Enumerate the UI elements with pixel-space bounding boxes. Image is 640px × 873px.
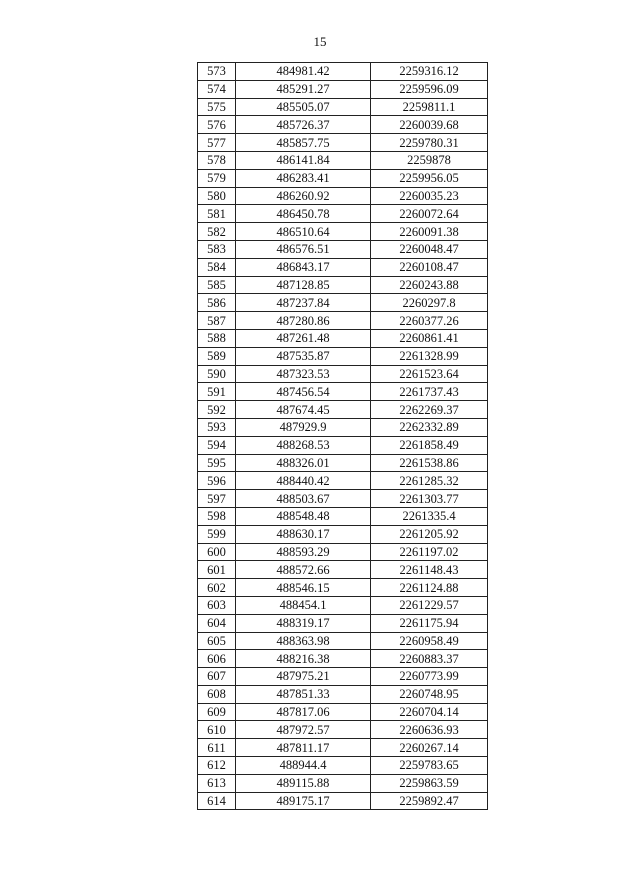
point-number-cell: 595 <box>198 454 236 472</box>
point-number-cell: 592 <box>198 401 236 419</box>
point-number-cell: 597 <box>198 490 236 508</box>
x-coordinate-cell: 487975.21 <box>236 668 371 686</box>
table-row <box>198 240 488 258</box>
point-number-cell: 610 <box>198 721 236 739</box>
coordinates-table-body <box>198 63 488 810</box>
y-coordinate-cell: 2260035.23 <box>371 187 488 205</box>
table-row <box>198 187 488 205</box>
x-coordinate-cell: 487456.54 <box>236 383 371 401</box>
y-coordinate-cell: 2260267.14 <box>371 739 488 757</box>
x-coordinate-cell: 487237.84 <box>236 294 371 312</box>
table-row <box>198 472 488 490</box>
x-coordinate-cell: 489175.17 <box>236 792 371 810</box>
table-row <box>198 739 488 757</box>
y-coordinate-cell: 2261148.43 <box>371 561 488 579</box>
y-coordinate-cell: 2261523.64 <box>371 365 488 383</box>
x-coordinate-cell: 488944.4 <box>236 757 371 775</box>
table-row <box>198 454 488 472</box>
x-coordinate-cell: 488326.01 <box>236 454 371 472</box>
x-coordinate-cell: 486141.84 <box>236 151 371 169</box>
point-number-cell: 573 <box>198 63 236 81</box>
table-row <box>198 703 488 721</box>
table-row <box>198 596 488 614</box>
y-coordinate-cell: 2259811.1 <box>371 98 488 116</box>
point-number-cell: 586 <box>198 294 236 312</box>
y-coordinate-cell: 2261197.02 <box>371 543 488 561</box>
point-number-cell: 609 <box>198 703 236 721</box>
y-coordinate-cell: 2260072.64 <box>371 205 488 223</box>
point-number-cell: 581 <box>198 205 236 223</box>
x-coordinate-cell: 487851.33 <box>236 685 371 703</box>
point-number-cell: 575 <box>198 98 236 116</box>
x-coordinate-cell: 488593.29 <box>236 543 371 561</box>
table-row <box>198 134 488 152</box>
x-coordinate-cell: 488503.67 <box>236 490 371 508</box>
x-coordinate-cell: 486510.64 <box>236 223 371 241</box>
x-coordinate-cell: 486260.92 <box>236 187 371 205</box>
point-number-cell: 593 <box>198 418 236 436</box>
x-coordinate-cell: 488216.38 <box>236 650 371 668</box>
x-coordinate-cell: 487535.87 <box>236 347 371 365</box>
point-number-cell: 584 <box>198 258 236 276</box>
x-coordinate-cell: 488268.53 <box>236 436 371 454</box>
point-number-cell: 600 <box>198 543 236 561</box>
y-coordinate-cell: 2261303.77 <box>371 490 488 508</box>
point-number-cell: 588 <box>198 329 236 347</box>
x-coordinate-cell: 485505.07 <box>236 98 371 116</box>
x-coordinate-cell: 486283.41 <box>236 169 371 187</box>
point-number-cell: 589 <box>198 347 236 365</box>
table-row <box>198 151 488 169</box>
point-number-cell: 602 <box>198 579 236 597</box>
x-coordinate-cell: 488572.66 <box>236 561 371 579</box>
point-number-cell: 591 <box>198 383 236 401</box>
y-coordinate-cell: 2261335.4 <box>371 507 488 525</box>
y-coordinate-cell: 2259863.59 <box>371 774 488 792</box>
point-number-cell: 580 <box>198 187 236 205</box>
y-coordinate-cell: 2260039.68 <box>371 116 488 134</box>
table-row <box>198 365 488 383</box>
table-row <box>198 294 488 312</box>
point-number-cell: 603 <box>198 596 236 614</box>
x-coordinate-cell: 488363.98 <box>236 632 371 650</box>
point-number-cell: 601 <box>198 561 236 579</box>
x-coordinate-cell: 487280.86 <box>236 312 371 330</box>
point-number-cell: 605 <box>198 632 236 650</box>
point-number-cell: 577 <box>198 134 236 152</box>
x-coordinate-cell: 485857.75 <box>236 134 371 152</box>
point-number-cell: 594 <box>198 436 236 454</box>
y-coordinate-cell: 2261285.32 <box>371 472 488 490</box>
x-coordinate-cell: 486843.17 <box>236 258 371 276</box>
y-coordinate-cell: 2261737.43 <box>371 383 488 401</box>
table-row <box>198 347 488 365</box>
table-row <box>198 401 488 419</box>
y-coordinate-cell: 2259596.09 <box>371 80 488 98</box>
point-number-cell: 583 <box>198 240 236 258</box>
y-coordinate-cell: 2261858.49 <box>371 436 488 454</box>
point-number-cell: 578 <box>198 151 236 169</box>
x-coordinate-cell: 486576.51 <box>236 240 371 258</box>
y-coordinate-cell: 2260636.93 <box>371 721 488 739</box>
y-coordinate-cell: 2261205.92 <box>371 525 488 543</box>
x-coordinate-cell: 487811.17 <box>236 739 371 757</box>
y-coordinate-cell: 2261229.57 <box>371 596 488 614</box>
point-number-cell: 611 <box>198 739 236 757</box>
table-row <box>198 579 488 597</box>
point-number-cell: 587 <box>198 312 236 330</box>
y-coordinate-cell: 2260748.95 <box>371 685 488 703</box>
table-row <box>198 436 488 454</box>
table-row <box>198 561 488 579</box>
point-number-cell: 612 <box>198 757 236 775</box>
x-coordinate-cell: 489115.88 <box>236 774 371 792</box>
table-row <box>198 205 488 223</box>
x-coordinate-cell: 487817.06 <box>236 703 371 721</box>
point-number-cell: 598 <box>198 507 236 525</box>
table-row <box>198 757 488 775</box>
x-coordinate-cell: 487261.48 <box>236 329 371 347</box>
table-row <box>198 632 488 650</box>
y-coordinate-cell: 2260048.47 <box>371 240 488 258</box>
table-row <box>198 418 488 436</box>
x-coordinate-cell: 488546.15 <box>236 579 371 597</box>
point-number-cell: 590 <box>198 365 236 383</box>
coordinates-table <box>197 62 488 810</box>
y-coordinate-cell: 2261328.99 <box>371 347 488 365</box>
table-row <box>198 668 488 686</box>
y-coordinate-cell: 2260704.14 <box>371 703 488 721</box>
table-row <box>198 223 488 241</box>
x-coordinate-cell: 487929.9 <box>236 418 371 436</box>
table-row <box>198 774 488 792</box>
x-coordinate-cell: 484981.42 <box>236 63 371 81</box>
y-coordinate-cell: 2260108.47 <box>371 258 488 276</box>
point-number-cell: 606 <box>198 650 236 668</box>
y-coordinate-cell: 2262269.37 <box>371 401 488 419</box>
x-coordinate-cell: 485291.27 <box>236 80 371 98</box>
table-row <box>198 329 488 347</box>
table-row <box>198 169 488 187</box>
point-number-cell: 604 <box>198 614 236 632</box>
x-coordinate-cell: 488454.1 <box>236 596 371 614</box>
y-coordinate-cell: 2261538.86 <box>371 454 488 472</box>
x-coordinate-cell: 488440.42 <box>236 472 371 490</box>
table-row <box>198 614 488 632</box>
point-number-cell: 607 <box>198 668 236 686</box>
page-number: 15 <box>313 34 327 49</box>
point-number-cell: 582 <box>198 223 236 241</box>
table-row <box>198 650 488 668</box>
x-coordinate-cell: 488630.17 <box>236 525 371 543</box>
x-coordinate-cell: 487128.85 <box>236 276 371 294</box>
x-coordinate-cell: 487323.53 <box>236 365 371 383</box>
x-coordinate-cell: 485726.37 <box>236 116 371 134</box>
table-row <box>198 685 488 703</box>
point-number-cell: 596 <box>198 472 236 490</box>
x-coordinate-cell: 486450.78 <box>236 205 371 223</box>
y-coordinate-cell: 2260297.8 <box>371 294 488 312</box>
table-row <box>198 792 488 810</box>
y-coordinate-cell: 2259956.05 <box>371 169 488 187</box>
point-number-cell: 585 <box>198 276 236 294</box>
y-coordinate-cell: 2259316.12 <box>371 63 488 81</box>
y-coordinate-cell: 2259878 <box>371 151 488 169</box>
point-number-cell: 599 <box>198 525 236 543</box>
table-row <box>198 525 488 543</box>
point-number-cell: 613 <box>198 774 236 792</box>
table-row <box>198 98 488 116</box>
table-row <box>198 721 488 739</box>
y-coordinate-cell: 2262332.89 <box>371 418 488 436</box>
y-coordinate-cell: 2261175.94 <box>371 614 488 632</box>
point-number-cell: 576 <box>198 116 236 134</box>
x-coordinate-cell: 488319.17 <box>236 614 371 632</box>
x-coordinate-cell: 487674.45 <box>236 401 371 419</box>
x-coordinate-cell: 488548.48 <box>236 507 371 525</box>
table-row <box>198 312 488 330</box>
y-coordinate-cell: 2259780.31 <box>371 134 488 152</box>
y-coordinate-cell: 2260377.26 <box>371 312 488 330</box>
table-row <box>198 507 488 525</box>
table-row <box>198 63 488 81</box>
point-number-cell: 614 <box>198 792 236 810</box>
table-row <box>198 258 488 276</box>
point-number-cell: 579 <box>198 169 236 187</box>
table-row <box>198 276 488 294</box>
y-coordinate-cell: 2260861.41 <box>371 329 488 347</box>
y-coordinate-cell: 2260958.49 <box>371 632 488 650</box>
table-row <box>198 116 488 134</box>
table-row <box>198 490 488 508</box>
point-number-cell: 608 <box>198 685 236 703</box>
table-row <box>198 383 488 401</box>
y-coordinate-cell: 2259783.65 <box>371 757 488 775</box>
table-row <box>198 80 488 98</box>
x-coordinate-cell: 487972.57 <box>236 721 371 739</box>
y-coordinate-cell: 2260243.88 <box>371 276 488 294</box>
table-row <box>198 543 488 561</box>
y-coordinate-cell: 2261124.88 <box>371 579 488 597</box>
y-coordinate-cell: 2259892.47 <box>371 792 488 810</box>
point-number-cell: 574 <box>198 80 236 98</box>
y-coordinate-cell: 2260883.37 <box>371 650 488 668</box>
y-coordinate-cell: 2260773.99 <box>371 668 488 686</box>
y-coordinate-cell: 2260091.38 <box>371 223 488 241</box>
